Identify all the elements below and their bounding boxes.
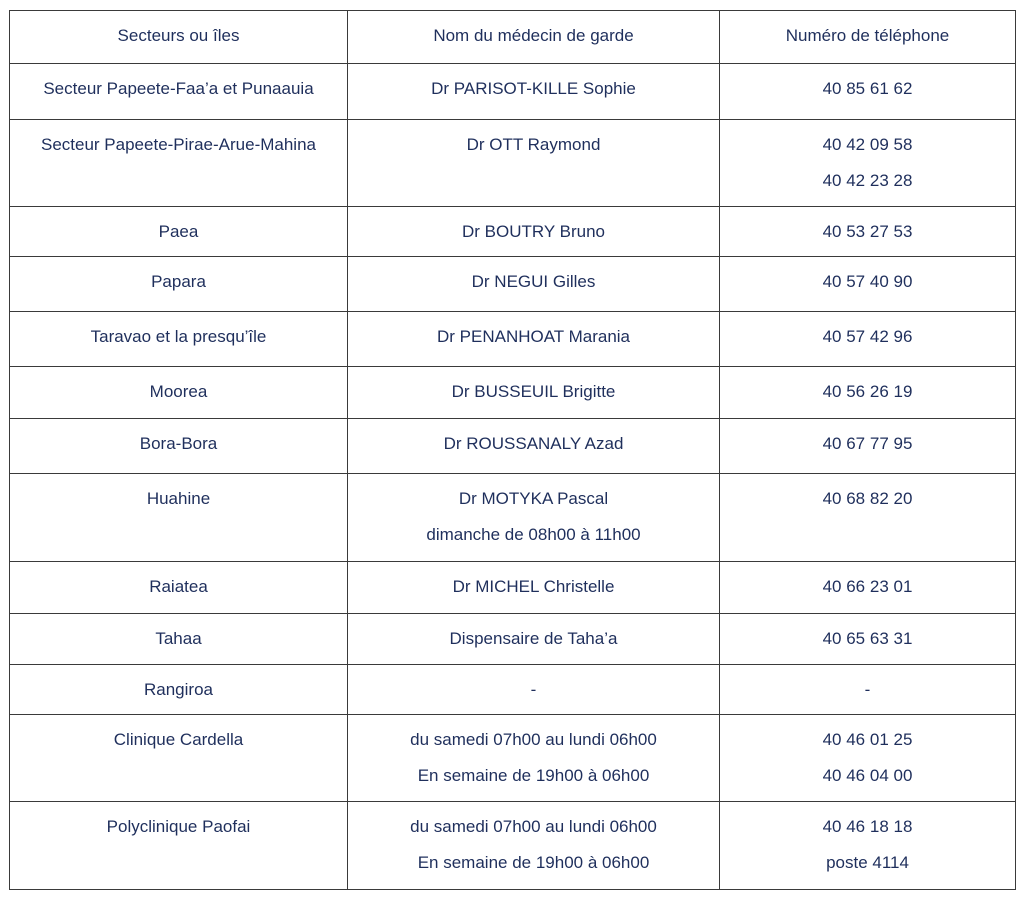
table-row xyxy=(10,257,1016,312)
sector-cell xyxy=(10,614,348,665)
doctor-cell-text: Dr NEGUI Gilles xyxy=(471,272,596,291)
phone-cell xyxy=(720,562,1016,614)
doctor-cell xyxy=(348,64,720,120)
doctor-cell xyxy=(348,715,720,802)
doctor-cell-text: Dispensaire de Taha’a xyxy=(449,629,618,648)
doctor-cell-text: du samedi 07h00 au lundi 06h00 xyxy=(410,730,657,749)
sector-cell-text: Moorea xyxy=(149,382,208,401)
doctor-cell-text: En semaine de 19h00 à 06h00 xyxy=(417,853,650,872)
sector-cell-text: Taravao et la presqu’île xyxy=(90,327,267,346)
table-row xyxy=(10,614,1016,665)
table-row xyxy=(10,64,1016,120)
phone-cell-text: 40 85 61 62 xyxy=(822,79,913,98)
sector-cell xyxy=(10,802,348,890)
header-doctor: Nom du médecin de garde xyxy=(348,11,720,64)
phone-cell xyxy=(720,665,1016,715)
table-row xyxy=(10,120,1016,207)
sector-cell-text: Tahaa xyxy=(155,629,202,648)
table-row xyxy=(10,715,1016,802)
phone-cell xyxy=(720,64,1016,120)
sector-cell xyxy=(10,665,348,715)
sector-cell xyxy=(10,64,348,120)
doctor-cell xyxy=(348,257,720,312)
doctor-cell xyxy=(348,120,720,207)
doctor-cell-text: Dr BOUTRY Bruno xyxy=(462,222,605,241)
phone-cell xyxy=(720,474,1016,562)
doctor-cell-text: Dr MOTYKA Pascal xyxy=(458,489,609,508)
sector-cell xyxy=(10,715,348,802)
sector-cell-text: Paea xyxy=(158,222,199,241)
phone-cell-text: poste 4114 xyxy=(826,853,909,872)
doctor-cell xyxy=(348,312,720,367)
sector-cell xyxy=(10,419,348,474)
sector-cell-text: Clinique Cardella xyxy=(113,730,244,749)
phone-cell-text: 40 46 04 00 xyxy=(822,766,913,785)
phone-cell xyxy=(720,802,1016,890)
doctor-cell xyxy=(348,665,720,715)
sector-cell xyxy=(10,474,348,562)
phone-cell xyxy=(720,120,1016,207)
sector-cell-text: Papara xyxy=(151,272,206,291)
sector-cell-text: Raiatea xyxy=(149,577,208,596)
table-row xyxy=(10,665,1016,715)
table-row xyxy=(10,367,1016,419)
phone-cell-text: 40 56 26 19 xyxy=(822,382,913,401)
doctor-cell-text: dimanche de 08h00 à 11h00 xyxy=(426,525,641,544)
doctor-cell xyxy=(348,614,720,665)
phone-cell xyxy=(720,367,1016,419)
sector-cell-text: Bora-Bora xyxy=(139,434,218,453)
sector-cell-text: Secteur Papeete-Faa’a et Punaauia xyxy=(43,79,314,98)
phone-cell-text: 40 46 18 18 xyxy=(822,817,913,836)
phone-cell xyxy=(720,257,1016,312)
doctor-cell-text: Dr OTT Raymond xyxy=(466,135,601,154)
doctor-cell-text: Dr MICHEL Christelle xyxy=(452,577,615,596)
table-row xyxy=(10,419,1016,474)
phone-cell-text: 40 57 42 96 xyxy=(822,327,913,346)
phone-cell-text: 40 53 27 53 xyxy=(822,222,913,241)
table-row xyxy=(10,802,1016,890)
phone-cell-text: 40 42 09 58 xyxy=(822,135,913,154)
sector-cell xyxy=(10,207,348,257)
phone-cell-text: 40 57 40 90 xyxy=(822,272,913,291)
doctor-cell xyxy=(348,207,720,257)
table-body xyxy=(10,64,1016,890)
header-sector: Secteurs ou îles xyxy=(10,11,348,64)
phone-cell xyxy=(720,715,1016,802)
on-call-doctors-table xyxy=(9,10,1016,890)
table-row xyxy=(10,312,1016,367)
phone-cell xyxy=(720,419,1016,474)
phone-cell-text: 40 46 01 25 xyxy=(822,730,913,749)
doctor-cell-text: - xyxy=(530,680,537,699)
doctor-cell xyxy=(348,562,720,614)
sector-cell xyxy=(10,562,348,614)
doctor-cell-text: Dr ROUSSANALY Azad xyxy=(443,434,624,453)
doctor-cell-text: Dr PENANHOAT Marania xyxy=(436,327,631,346)
doctor-cell-text: Dr PARISOT-KILLE Sophie xyxy=(431,79,636,98)
sector-cell xyxy=(10,367,348,419)
phone-cell-text: 40 65 63 31 xyxy=(822,629,913,648)
phone-cell xyxy=(720,312,1016,367)
table-row xyxy=(10,474,1016,562)
doctor-cell-text: En semaine de 19h00 à 06h00 xyxy=(417,766,650,785)
doctor-cell xyxy=(348,367,720,419)
sector-cell xyxy=(10,257,348,312)
phone-cell-text: 40 66 23 01 xyxy=(822,577,913,596)
phone-cell xyxy=(720,207,1016,257)
sector-cell-text: Rangiroa xyxy=(144,680,213,699)
sector-cell-text: Polyclinique Paofai xyxy=(106,817,251,836)
sector-cell xyxy=(10,312,348,367)
table-row xyxy=(10,562,1016,614)
phone-cell-text: 40 42 23 28 xyxy=(822,171,913,190)
table-row xyxy=(10,207,1016,257)
table-header-row xyxy=(10,11,1016,64)
sector-cell xyxy=(10,120,348,207)
sector-cell-text: Secteur Papeete-Pirae-Arue-Mahina xyxy=(41,135,316,154)
phone-cell-text: 40 68 82 20 xyxy=(822,489,913,508)
doctor-cell xyxy=(348,802,720,890)
doctor-cell-text: Dr BUSSEUIL Brigitte xyxy=(451,382,616,401)
phone-cell-text: 40 67 77 95 xyxy=(822,434,913,453)
phone-cell xyxy=(720,614,1016,665)
header-phone: Numéro de téléphone xyxy=(720,11,1016,64)
sector-cell-text: Huahine xyxy=(146,489,211,508)
doctor-cell xyxy=(348,474,720,562)
phone-cell-text: - xyxy=(864,680,871,699)
doctor-cell xyxy=(348,419,720,474)
doctor-cell-text: du samedi 07h00 au lundi 06h00 xyxy=(410,817,657,836)
